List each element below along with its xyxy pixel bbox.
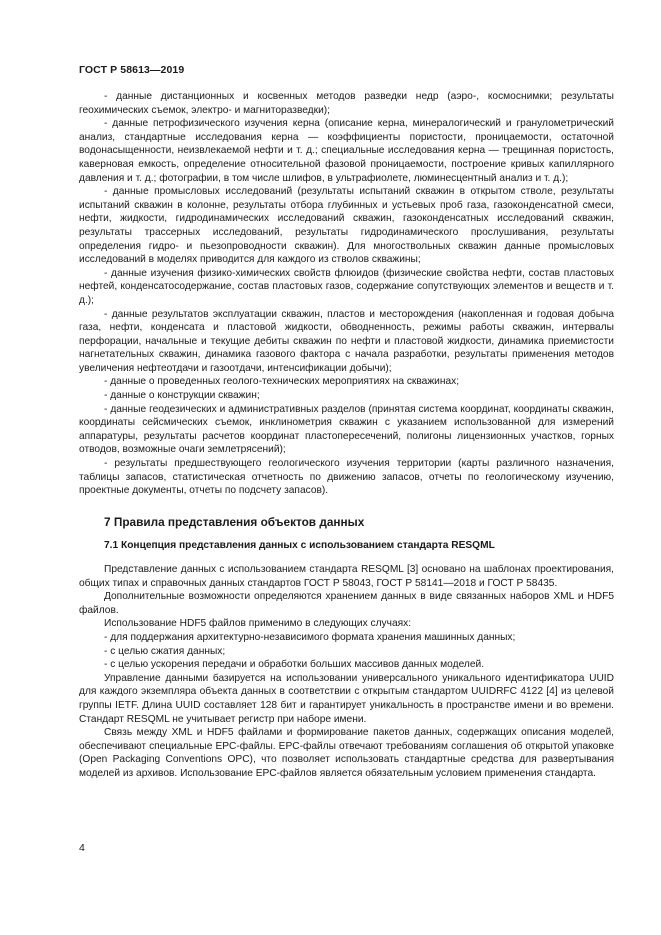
paragraph: Использование HDF5 файлов применимо в следующих случаях: <box>104 618 412 630</box>
paragraph: Представление данных с использованием стандарта RESQML [3] основано на шаблонах проектирования, общих типах и справочных данных стандартов ГОСТ Р 58043, ГОСТ Р 58141—2018 и ГОСТ Р 58435. <box>79 564 614 589</box>
list-item: - данные промысловых исследований (результаты испытаний скважин в открытом стволе, результаты испытаний скважин в колонне, результаты отбора глубинных и устьевых проб газа, газоконденсатной смеси, нефти, жидкости, гидродинамических исследований скважин, газоконденсатных исследований скважин, результаты трассерных исследований, результаты гидродинамического прослушивания, результаты определения гидро- и пьезопроводности скважин). Для многоствольных скважин данные промысловых исследований в моделях приводится для каждого из стволов скважины; <box>79 186 614 266</box>
list-item: - данные о проведенных геолого-технических мероприятиях на скважинах; <box>104 376 460 388</box>
list-item: - с целью ускорения передачи и обработки больших массивов данных моделей. <box>104 659 485 671</box>
list-item: - данные дистанционных и косвенных методов разведки недр (аэро-, космоснимки; результаты геохимических съемок, электро- и магниторазведки); <box>79 91 614 116</box>
subsection-heading: 7.1 Концепция представления данных с использованием стандарта RESQML <box>104 540 495 552</box>
list-item: - с целью сжатия данных; <box>104 645 226 657</box>
list-item: - данные результатов эксплуатации скважин, пластов и месторождения (накопленная и годовая добыча газа, нефти, конденсата и пластовой жидкости, обводненность, режимы работы скважин, интервалы перфорации, начальные и текущие дебиты скважин по нефти и пластовой жидкости, динамика приемистости нагнетательных скважин, динамика газового фактора с начала разработки, результаты применения методов увеличения нефтеотдачи и газоотдачи, интенсификации добычи); <box>79 308 614 374</box>
section-heading: 7 Правила представления объектов данных <box>104 514 365 529</box>
list-item: - данные петрофизического изучения керна (описание керна, минералогический и гранулометрический анализ, стандартные исследования керна — коэффициенты пористости, проницаемости, остаточной водонасыщенности, неизвлекаемой нефти и т. д.; специальные исследования керна — трещинная пористость, каверновая емкость, определение относительной фазовой проницаемости, построение кривых капиллярного давления и т. д.; фотографии, в том числе шлифов, в ультрафиолете, люминесцентный анализ и т. д.); <box>79 118 614 184</box>
list-item: - данные о конструкции скважин; <box>104 390 260 402</box>
list-item: - для поддержания архитектурно-независимого формата хранения машинных данных; <box>104 631 516 643</box>
document-code-header: ГОСТ Р 58613—2019 <box>79 64 185 76</box>
list-item: - данные геодезических и административных разделов (принятая система координат, координаты скважин, координаты сейсмических съемок, инклинометрия скважин с указанием использованной для измерений аппаратуры, результаты расчетов координат пластопересечений, полигоны лицензионных участков, горных отводов, возможные очаги землетрясений); <box>79 403 614 456</box>
list-item: - данные изучения физико-химических свойств флюидов (физические свойства нефти, состав пластовых нефтей, конденсатосодержание, состав пластовых газов, содержание сопутствующих элементов и веществ и т. д.); <box>79 267 614 306</box>
paragraph: Управление данными базируется на использовании универсального уникального идентификатора UUID для каждого экземпляра объекта данных в соответствии с открытым стандартом UUIDRFC 4122 [4] из целевой группы IETF. Длина UUID составляет 128 бит и гарантирует уникальность в пространстве имени и во времени. Стандарт RESQML не учитывает регистр при наборе имени. <box>79 672 614 725</box>
page-number: 4 <box>79 842 85 854</box>
paragraph: Дополнительные возможности определяются хранением данных в виде связанных наборов XML и HDF5 файлов. <box>79 591 614 616</box>
list-item: - результаты предшествующего геологического изучения территории (карты различного назначения, таблицы запасов, статистическая отчетность по движению запасов, отчеты по геологическому изучению, проектные документы, отчеты по подсчету запасов). <box>79 458 614 497</box>
paragraph: Связь между XML и HDF5 файлами и формирование пакетов данных, содержащих описания моделей, обеспечивают специальные EPC-файлы. EPC-файлы отвечают требованиям соглашения об открытой упаковке (Open Packaging Conventions OPC), что позволяет использовать стандартные средства для развертывания моделей из архивов. Использование EPC-файлов является обязательным условием применения стандарта. <box>79 727 614 779</box>
document-body <box>79 90 614 781</box>
